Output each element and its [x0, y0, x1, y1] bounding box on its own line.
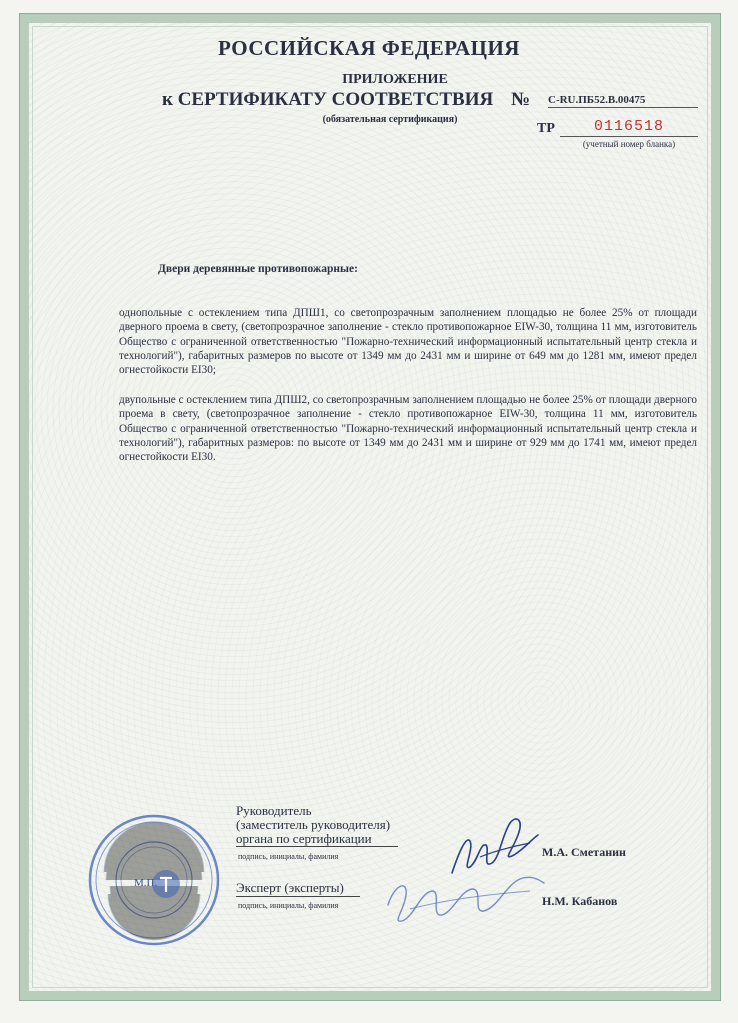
expert-role-label: Эксперт (эксперты)	[236, 880, 360, 897]
product-paragraph-single-leaf: однопольные с остеклением типа ДПШ1, со светопрозрачным заполнением площадью не более 25% от площади дверного проема в свету, (светопрозрачное заполнение - стекло противопожарное EIW-30, толщина 11 мм, изготовитель Общество с ограниченной ответственностью "Пожарно-технический информационный испытательный центр стекла и технологий"), габаритных размеров по высоте от 1349 мм до 2431 мм и ширине от 649 мм до 1281 мм, имеют предел огнестойкости EI30;	[119, 307, 697, 377]
head-name: М.А. Сметанин	[542, 845, 626, 859]
certification-stamp	[86, 812, 222, 948]
product-heading: Двери деревянные противопожарные:	[158, 263, 358, 275]
head-signature-caption: подпись, инициалы, фамилия	[238, 852, 339, 861]
appendix-label: ПРИЛОЖЕНИЕ	[342, 72, 448, 87]
head-role-line1: Руководитель	[236, 803, 312, 818]
blank-number: 0116518	[560, 118, 698, 137]
tp-label: ТР	[537, 121, 555, 136]
head-role-line2: (заместитель руководителя)	[236, 817, 391, 832]
expert-name: Н.М. Кабанов	[542, 894, 618, 908]
certificate-number: C-RU.ПБ52.В.00475	[548, 94, 698, 108]
blank-number-caption: (учетный номер бланка)	[582, 139, 676, 149]
document-title: РОССИЙСКАЯ ФЕДЕРАЦИЯ	[218, 36, 520, 60]
head-role-line3: органа по сертификации	[236, 832, 398, 847]
certification-type: (обязательная сертификация)	[322, 114, 458, 125]
expert-signature	[380, 865, 550, 935]
expert-signature-caption: подпись, инициалы, фамилия	[238, 901, 339, 910]
number-sign: №	[511, 89, 531, 110]
stamp-mp-label: М.П.	[134, 877, 158, 889]
product-paragraph-double-leaf: двупольные с остеклением типа ДПШ2, со светопрозрачным заполнением площадью не более 25% от площади дверного проема в свету, (светопрозрачное заполнение - стекло противопожарное EIW-30, толщина 11 мм, изготовитель Общество с ограниченной ответственностью "Пожарно-технический информационный испытательный центр стекла и технологий"), габаритных размеров: по высоте от 1349 мм до 2431 мм и ширине от 929 мм до 1741 мм, имеют предел огнестойкости EI30.	[119, 394, 697, 464]
certificate-title: к СЕРТИФИКАТУ СООТВЕТСТВИЯ	[162, 89, 494, 110]
head-role-label	[236, 804, 398, 847]
